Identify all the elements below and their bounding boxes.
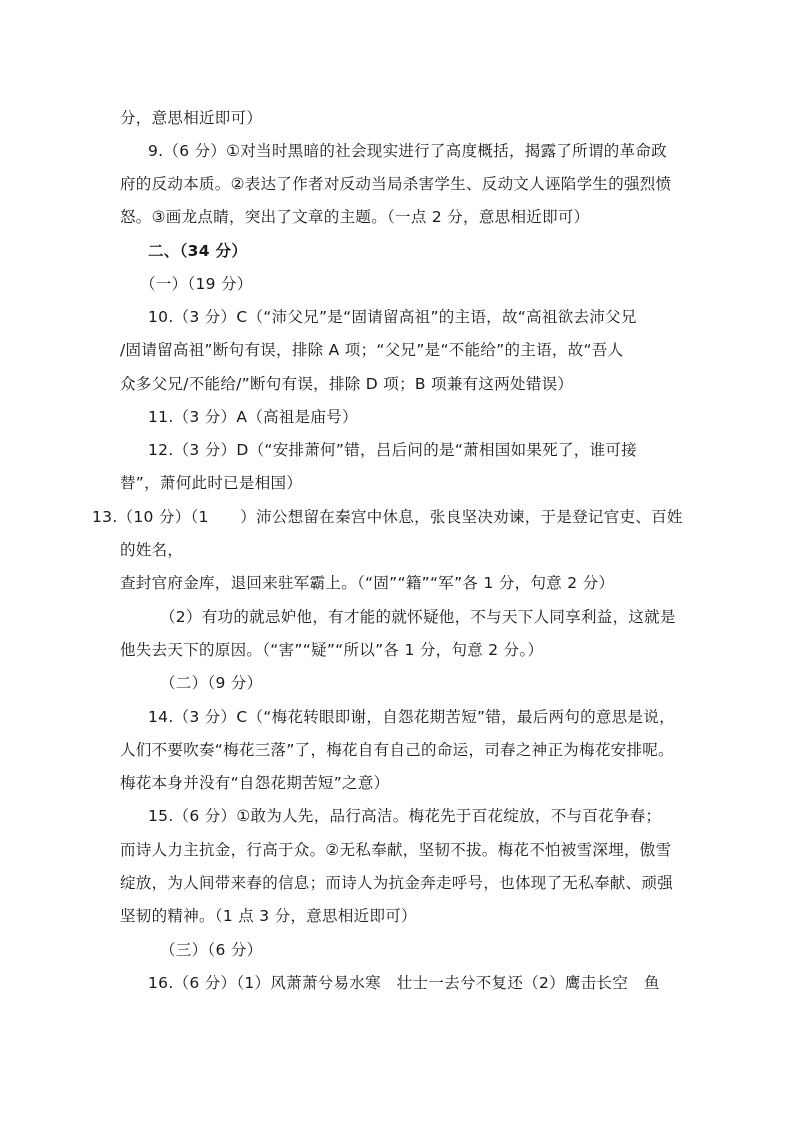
text-line: 9.（6 分）①对当时黑暗的社会现实进行了高度概括，揭露了所谓的革命政 xyxy=(148,142,667,160)
text-line: 查封官府金库，退回来驻军霸上。（“固”“籍”“军”各 1 分，句意 2 分） xyxy=(120,574,615,592)
text-line: 而诗人力主抗金，行高于众。②无私奉献，坚韧不拔。梅花不怕被雪深埋，傲雪 xyxy=(120,841,672,859)
text-line: 替”，萧何此时已是相国） xyxy=(120,474,303,492)
text-line: 11.（3 分）A（高祖是庙号） xyxy=(148,408,358,426)
section-heading: 二、（34 分） xyxy=(148,242,248,260)
text-line: 15.（6 分）①敢为人先，品行高洁。梅花先于百花绽放，不与百花争春； xyxy=(148,807,662,825)
text-line: 16.（6 分）（1）风萧萧兮易水寒 壮士一去兮不复还（2）鹰击长空 鱼 xyxy=(148,974,660,992)
text-line: /固请留高祖”断句有误，排除 A 项；“父兄”是“不能给”的主语，故“吾人 xyxy=(120,341,624,359)
text-line: 10.（3 分）C（“沛父兄”是“固请留高祖”的主语，故“高祖欲去沛父兄 xyxy=(148,308,637,326)
text-line: 分，意思相近即可） xyxy=(120,109,263,127)
subsection-heading: （二）（9 分） xyxy=(160,674,263,692)
text-line: 坚韧的精神。（1 点 3 分，意思相近即可） xyxy=(120,907,417,925)
text-line: （2）有功的就忌妒他，有才能的就怀疑他，不与天下人同享利益，这就是 xyxy=(160,608,676,626)
text-line: 梅花本身并没有“自怨花期苦短”之意） xyxy=(120,774,390,792)
text-line: 14.（3 分）C（“梅花转眼即谢，自怨花期苦短”错，最后两句的意思是说， xyxy=(148,708,675,726)
text-line: 人们不要吹奏“梅花三落”了，梅花自有自己的命运，司春之神正为梅花安排呢。 xyxy=(120,741,674,759)
text-line: 府的反动本质。②表达了作者对反动当局杀害学生、反动文人诬陷学生的强烈愤 xyxy=(120,175,672,193)
subsection-heading: （一）（19 分） xyxy=(140,275,253,293)
text-line: 的姓名， xyxy=(120,541,184,559)
subsection-heading: （三）（6 分） xyxy=(160,941,263,959)
text-line: 绽放，为人间带来春的信息；而诗人为抗金奔走呼号，也体现了无私奉献、顽强 xyxy=(120,874,674,892)
text-line: 13.（10 分）（1 ）沛公想留在秦宫中休息，张良坚决劝谏，于是登记官吏、百姓 xyxy=(92,508,683,526)
text-line: 怒。③画龙点睛，突出了文章的主题。（一点 2 分，意思相近即可） xyxy=(120,208,590,226)
text-line: 12.（3 分）D（“安排萧何”错，吕后问的是“萧相国如果死了，谁可接 xyxy=(148,441,637,459)
text-line: 他失去天下的原因。（“害”“疑”“所以”各 1 分，句意 2 分。） xyxy=(120,641,544,659)
text-line: 众多父兄/不能给/”断句有误，排除 D 项；B 项兼有这两处错误） xyxy=(120,375,574,393)
